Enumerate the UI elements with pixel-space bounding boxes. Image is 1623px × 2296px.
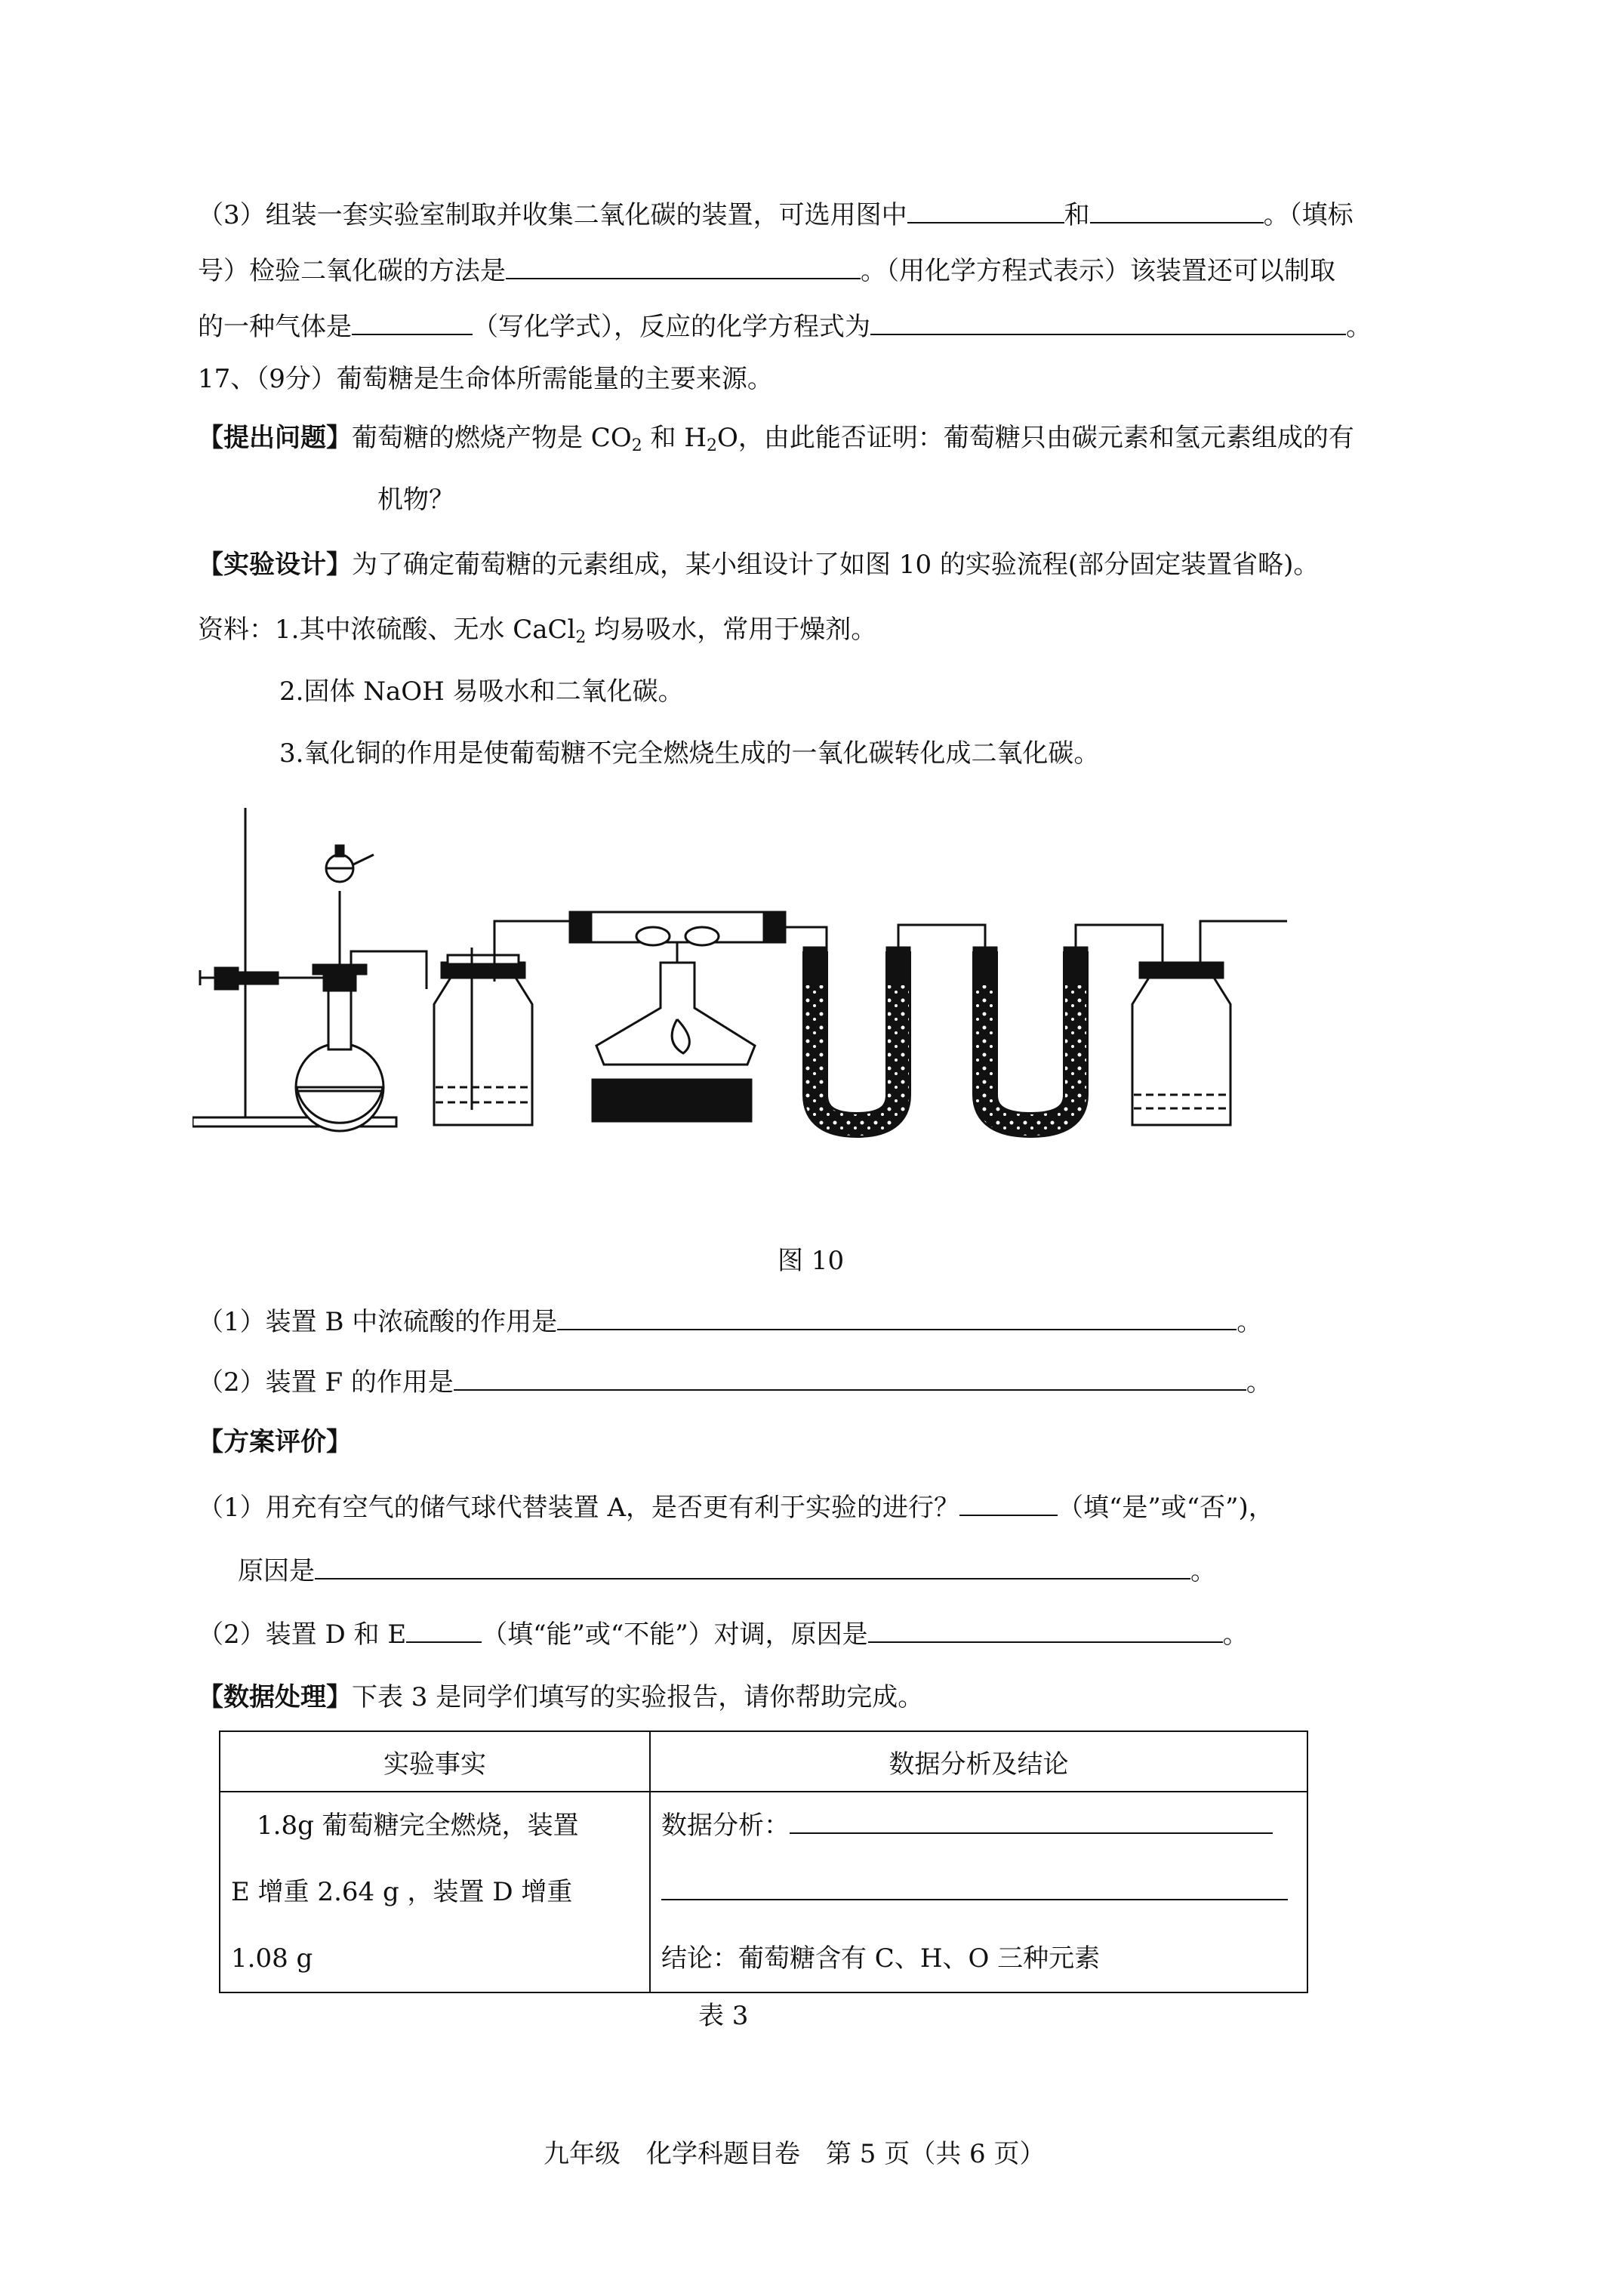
question-line: 【提出问题】葡萄糖的燃烧产物是 $CO_2$ 和 $H_2O$，由此能否证明：葡萄糖只由碳元素和氢元素组成的有 <box>198 423 1354 455</box>
design-label: 【实验设计】 <box>198 550 352 580</box>
eval-q1-reason: 原因是 。 <box>238 1554 1216 1588</box>
question-line-cont: 机物？ <box>377 485 454 515</box>
page-footer: 九年级 化学科题目卷 第 5 页（共 6 页） <box>544 2139 1046 2169</box>
q16-line-1: （3）组装一套实验室制取并收集二氧化碳的装置，可选用图中 和 。（填标 <box>198 198 1354 232</box>
data-line: 【数据处理】下表 3 是同学们填写的实验报告，请你帮助完成。 <box>198 1682 924 1712</box>
answer-blank-13[interactable] <box>661 1875 1288 1900</box>
answer-blank-12[interactable] <box>790 1808 1273 1834</box>
info-line-2: 2.固体 NaOH 易吸水和二氧化碳。 <box>279 676 684 707</box>
table-caption: 表 3 <box>698 2001 749 2031</box>
subq-2: （2）装置 F 的作用是 。 <box>198 1365 1272 1399</box>
eval-q1: （1）用充有空气的储气球代替装置 A，是否更有利于实验的进行？ （填“是”或“否”)， <box>198 1490 1274 1524</box>
design-line: 【实验设计】为了确定葡萄糖的元素组成，某小组设计了如图 10 的实验流程(部分固定装置省略)。 <box>198 550 1320 580</box>
answer-blank-5[interactable] <box>870 310 1346 335</box>
apparatus-b <box>434 921 574 1125</box>
answer-blank-8[interactable] <box>959 1490 1058 1516</box>
info-line-1: 资料：1.其中浓硫酸、无水 CaCl$_2$ 均易吸水，常用于燥剂。 <box>198 615 877 647</box>
table-header: 实验事实 <box>220 1731 650 1792</box>
q17-heading: 17、（9分）葡萄糖是生命体所需能量的主要来源。 <box>198 364 773 394</box>
apparatus-a <box>192 808 427 1131</box>
answer-blank-6[interactable] <box>557 1305 1236 1330</box>
answer-blank-7[interactable] <box>454 1365 1246 1391</box>
eval-label: 【方案评价】 <box>198 1427 352 1457</box>
q16-line-2: 号）检验二氧化碳的方法是 。（用化学方程式表示）该装置还可以制取 <box>198 254 1335 288</box>
apparatus-f <box>1132 921 1287 1125</box>
fact-cell: 1.8g 葡萄糖完全燃烧，装置 E 增重 2.64 g ，装置 D 增重 1.08 g <box>220 1792 650 1992</box>
apparatus-d <box>804 925 985 1125</box>
analysis-cell: 数据分析： 结论：葡萄糖含有 C、H、O 三种元素 <box>650 1792 1307 1992</box>
answer-blank-1[interactable] <box>907 198 1064 223</box>
answer-blank-11[interactable] <box>868 1617 1223 1643</box>
data-label: 【数据处理】 <box>198 1682 352 1712</box>
figure-caption: 图 10 <box>778 1246 845 1276</box>
answer-blank-2[interactable] <box>1090 198 1264 223</box>
table-row <box>220 1792 1307 1992</box>
q16-line-3: 的一种气体是 （写化学式），反应的化学方程式为 。 <box>198 310 1372 344</box>
answer-blank-4[interactable] <box>352 310 473 335</box>
table-header: 数据分析及结论 <box>650 1731 1307 1792</box>
answer-blank-10[interactable] <box>406 1617 482 1643</box>
eval-q2: （2）装置 D 和 E （填“能”或“不能”）对调，原因是 。 <box>198 1617 1249 1651</box>
subq-1: （1）装置 B 中浓硫酸的作用是 。 <box>198 1305 1262 1339</box>
answer-blank-9[interactable] <box>315 1554 1190 1579</box>
question-label: 【提出问题】 <box>198 423 352 453</box>
table-header-row <box>220 1731 1307 1792</box>
apparatus-c <box>570 912 827 1121</box>
report-table <box>219 1730 1308 1993</box>
info-line-3: 3.氧化铜的作用是使葡萄糖不完全燃烧生成的一氧化碳转化成二氧化碳。 <box>279 738 1100 769</box>
answer-blank-3[interactable] <box>506 254 861 279</box>
apparatus-figure <box>192 793 1325 1170</box>
